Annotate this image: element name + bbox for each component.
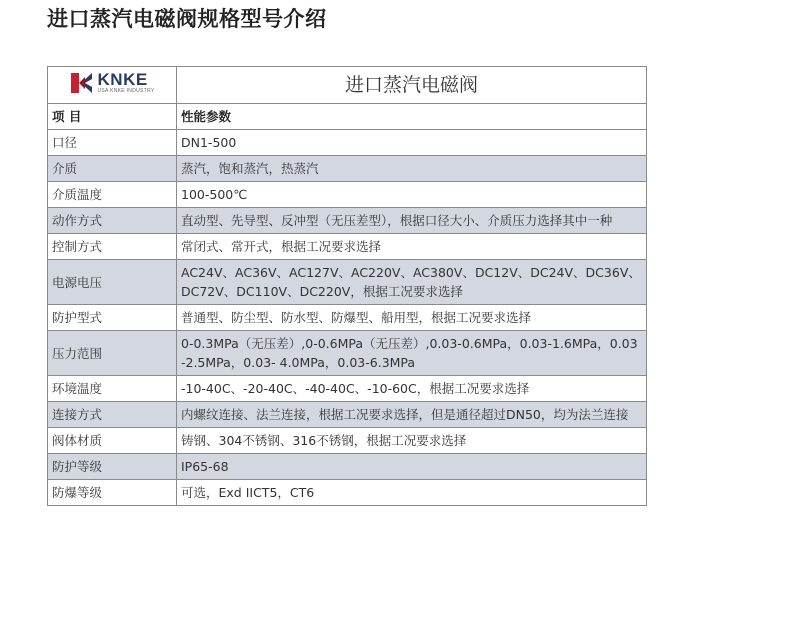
knke-logo [70,71,155,95]
table-row [48,376,647,402]
row-label: 动作方式 [48,208,177,234]
row-label: 口径 [48,130,177,156]
row-label: 介质 [48,156,177,182]
row-value: 铸钢、304不锈钢、316不锈钢，根据工况要求选择 [177,428,647,454]
table-row [48,208,647,234]
table-row [48,428,647,454]
knke-logo-icon [70,71,94,95]
row-value: 内螺纹连接、法兰连接，根据工况要求选择，但是通径超过DN50，均为法兰连接 [177,402,647,428]
table-row [48,130,647,156]
row-value: 蒸汽，饱和蒸汽，热蒸汽 [177,156,647,182]
table-row [48,331,647,376]
table-row [48,402,647,428]
row-label: 防护型式 [48,305,177,331]
row-value: 可选，Exd IICT5，CT6 [177,480,647,506]
row-label: 电源电压 [48,260,177,305]
row-label: 防护等级 [48,454,177,480]
table-row [48,260,647,305]
row-value: 0-0.3MPa（无压差）,0-0.6MPa（无压差）,0.03-0.6MPa，0.03-1.6MPa，0.03-2.5MPa，0.03- 4.0MPa，0.03-6.3MPa [177,331,647,376]
row-label: 介质温度 [48,182,177,208]
row-label: 压力范围 [48,331,177,376]
row-value: 常闭式、常开式，根据工况要求选择 [177,234,647,260]
page-title: 进口蒸汽电磁阀规格型号介绍 [47,7,327,31]
table-row [48,305,647,331]
row-value: DN1-500 [177,130,647,156]
row-value: -10-40C、-20-40C、-40-40C、-10-60C，根据工况要求选择 [177,376,647,402]
row-label: 控制方式 [48,234,177,260]
header-item: 项 目 [48,104,177,130]
row-value: 直动型、先导型、反冲型（无压差型），根据口径大小、介质压力选择其中一种 [177,208,647,234]
row-value: IP65-68 [177,454,647,480]
table-header-row [48,104,647,130]
table-row [48,480,647,506]
header-param: 性能参数 [177,104,647,130]
table-row [48,156,647,182]
table-title-row [48,67,647,104]
product-title: 进口蒸汽电磁阀 [177,67,647,104]
logo-subtitle: USA KNKE INDUSTRY [97,88,155,94]
row-value: 普通型、防尘型、防水型、防爆型、船用型，根据工况要求选择 [177,305,647,331]
row-label: 连接方式 [48,402,177,428]
table-row [48,234,647,260]
row-label: 防爆等级 [48,480,177,506]
table-row [48,454,647,480]
table-row [48,182,647,208]
spec-table [47,66,647,506]
row-label: 阀体材质 [48,428,177,454]
row-value: AC24V、AC36V、AC127V、AC220V、AC380V、DC12V、DC24V、DC36V、DC72V、DC110V、DC220V，根据工况要求选择 [177,260,647,305]
row-value: 100-500℃ [177,182,647,208]
logo-cell [48,67,177,104]
logo-name: KNKE [97,70,148,89]
row-label: 环境温度 [48,376,177,402]
